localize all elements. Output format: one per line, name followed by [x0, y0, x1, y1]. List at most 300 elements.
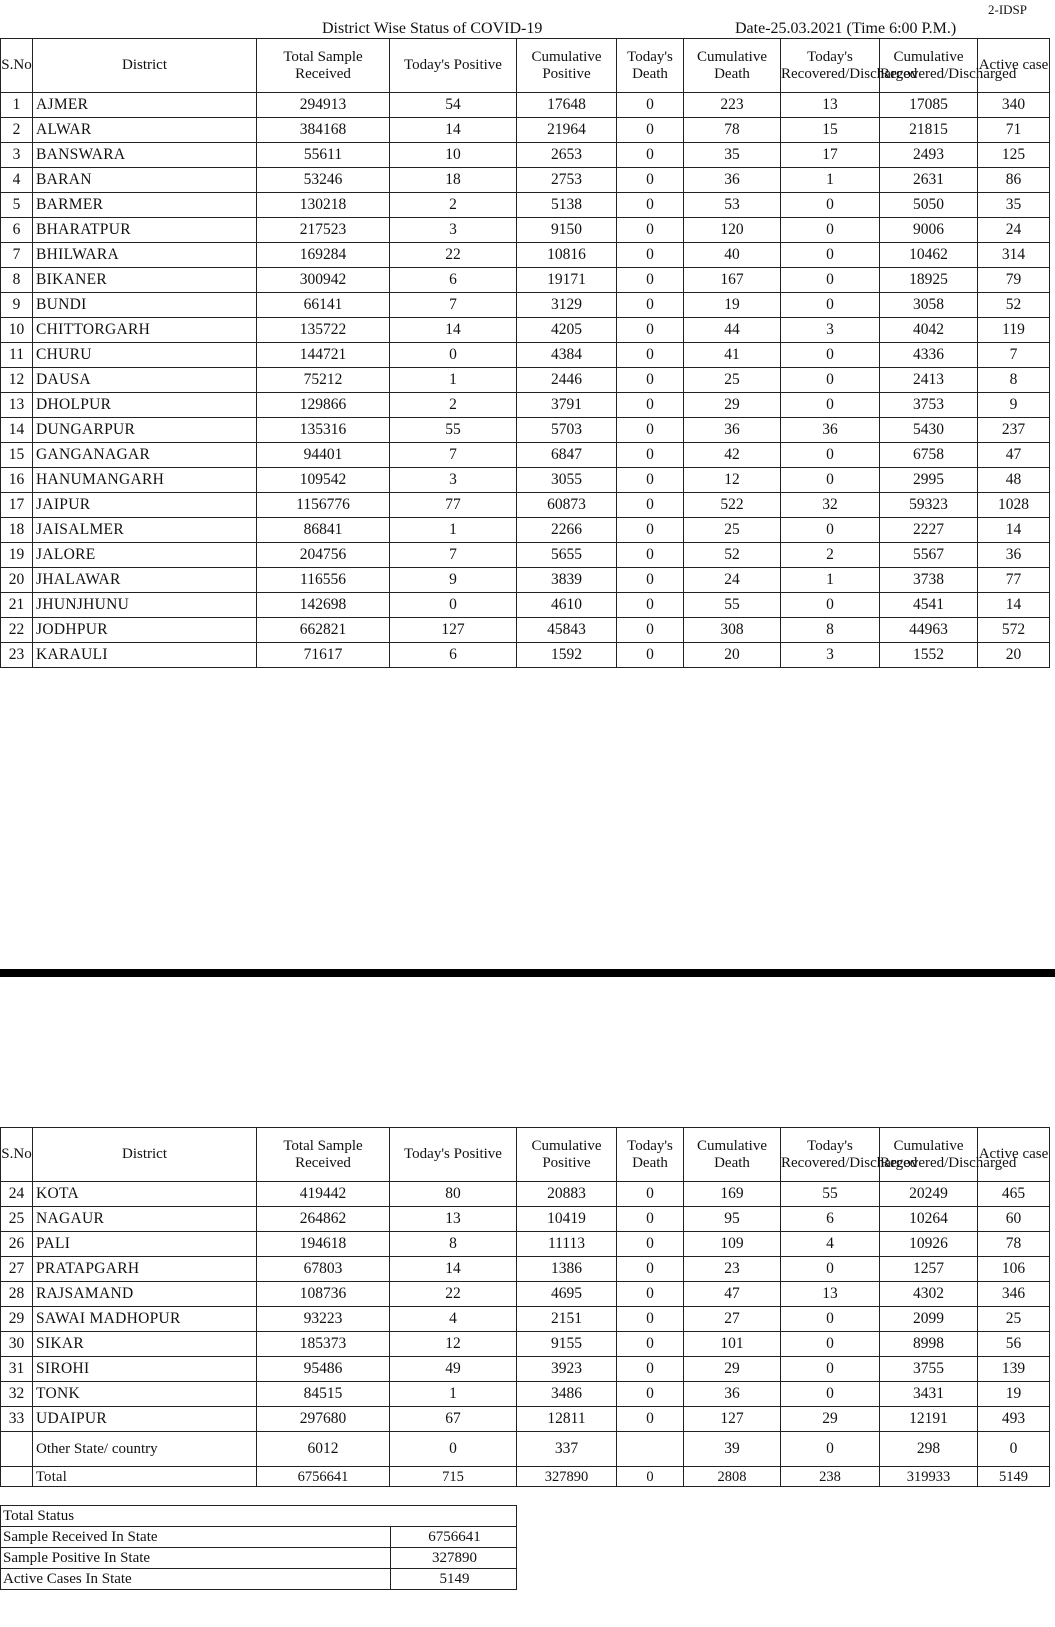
cell-active-case: 237: [978, 418, 1050, 443]
cell-total-sample: 169284: [257, 243, 390, 268]
cell-todays-recovered: 13: [781, 93, 880, 118]
cell-total-sample: 94401: [257, 443, 390, 468]
cell-total-sample: 135316: [257, 418, 390, 443]
table-row: [1, 1382, 1050, 1407]
cell-district: SIKAR: [33, 1332, 257, 1357]
cell-todays-positive: 67: [390, 1407, 517, 1432]
cell-active-case: 119: [978, 318, 1050, 343]
table-row: [1, 1257, 1050, 1282]
cell-todays-death: 0: [617, 1232, 684, 1257]
cell-cumulative-positive: 5138: [517, 193, 617, 218]
cell-todays-death: 0: [617, 1332, 684, 1357]
cell-total-sample: 95486: [257, 1357, 390, 1382]
cell-total-sample: 71617: [257, 643, 390, 668]
cell-total-sample: 93223: [257, 1307, 390, 1332]
cell-todays-recovered: 36: [781, 418, 880, 443]
cell-todays-death: 0: [617, 1207, 684, 1232]
cell-todays-recovered: 13: [781, 1282, 880, 1307]
cell-todays-death: 0: [617, 393, 684, 418]
cell-cumulative-death: 39: [684, 1432, 781, 1467]
cell-cumulative-death: 35: [684, 143, 781, 168]
cell-active-case: 493: [978, 1407, 1050, 1432]
header-district: District: [33, 1128, 257, 1182]
cell-district: PRATAPGARH: [33, 1257, 257, 1282]
cell-sno: 24: [1, 1182, 33, 1207]
cell-cumulative-recovered: 8998: [880, 1332, 978, 1357]
cell-cumulative-positive: 9150: [517, 218, 617, 243]
cell-sno: 27: [1, 1257, 33, 1282]
cell-todays-death: 0: [617, 1407, 684, 1432]
table-row: [1, 218, 1050, 243]
cell-cumulative-death: 20: [684, 643, 781, 668]
cell-total-sample: 300942: [257, 268, 390, 293]
cell-cumulative-recovered: 319933: [880, 1467, 978, 1487]
cell-todays-recovered: 0: [781, 1357, 880, 1382]
header-cumulative-death: Cumulative Death: [684, 39, 781, 93]
cell-total-sample: 66141: [257, 293, 390, 318]
cell-cumulative-death: 27: [684, 1307, 781, 1332]
cell-total-sample: 384168: [257, 118, 390, 143]
cell-cumulative-positive: 11113: [517, 1232, 617, 1257]
cell-cumulative-recovered: 4541: [880, 593, 978, 618]
cell-cumulative-recovered: 3755: [880, 1357, 978, 1382]
cell-cumulative-positive: 327890: [517, 1467, 617, 1487]
cell-sno: 17: [1, 493, 33, 518]
cell-cumulative-recovered: 2995: [880, 468, 978, 493]
cell-cumulative-positive: 2653: [517, 143, 617, 168]
cell-cumulative-recovered: 2493: [880, 143, 978, 168]
cell-cumulative-recovered: 10264: [880, 1207, 978, 1232]
cell-cumulative-positive: 1386: [517, 1257, 617, 1282]
cell-sno: 11: [1, 343, 33, 368]
cell-cumulative-positive: 337: [517, 1432, 617, 1467]
table-row: [1, 93, 1050, 118]
cell-active-case: 25: [978, 1307, 1050, 1332]
cell-district: JHUNJHUNU: [33, 593, 257, 618]
cell-sno: 29: [1, 1307, 33, 1332]
cell-cumulative-positive: 4205: [517, 318, 617, 343]
cell-total-sample: 144721: [257, 343, 390, 368]
table-row: [1, 618, 1050, 643]
cell-cumulative-positive: 19171: [517, 268, 617, 293]
cell-cumulative-death: 29: [684, 393, 781, 418]
cell-total-sample: 217523: [257, 218, 390, 243]
cell-district: DHOLPUR: [33, 393, 257, 418]
cell-cumulative-positive: 4384: [517, 343, 617, 368]
cell-sno: 32: [1, 1382, 33, 1407]
table-row: [1, 293, 1050, 318]
cell-district: BARAN: [33, 168, 257, 193]
header-total-sample: Total Sample Received: [257, 1128, 390, 1182]
cell-todays-positive: 49: [390, 1357, 517, 1382]
cell-todays-death: 0: [617, 118, 684, 143]
cell-todays-death: 0: [617, 1382, 684, 1407]
cell-active-case: 572: [978, 618, 1050, 643]
cell-active-case: 1028: [978, 493, 1050, 518]
cell-cumulative-recovered: 21815: [880, 118, 978, 143]
cell-active-case: 125: [978, 143, 1050, 168]
cell-total-sample: 6012: [257, 1432, 390, 1467]
cell-todays-death: 0: [617, 568, 684, 593]
summary-value: 5149: [391, 1569, 517, 1590]
cell-active-case: 60: [978, 1207, 1050, 1232]
header-active-case: Active case: [978, 1128, 1050, 1182]
summary-value: 327890: [391, 1548, 517, 1569]
cell-sno: 14: [1, 418, 33, 443]
cell-todays-death: 0: [617, 193, 684, 218]
page-divider: [0, 969, 1055, 977]
table-row: [1, 593, 1050, 618]
table-row: [1, 1432, 1050, 1467]
cell-active-case: 77: [978, 568, 1050, 593]
cell-todays-positive: 127: [390, 618, 517, 643]
cell-district: BIKANER: [33, 268, 257, 293]
header-cumulative-positive: Cumulative Positive: [517, 39, 617, 93]
header-sno: S.No: [1, 39, 33, 93]
cell-cumulative-death: 40: [684, 243, 781, 268]
cell-todays-positive: 9: [390, 568, 517, 593]
cell-todays-positive: 13: [390, 1207, 517, 1232]
report-date-time: Date-25.03.2021 (Time 6:00 P.M.): [735, 20, 957, 37]
cell-todays-positive: 8: [390, 1232, 517, 1257]
cell-cumulative-recovered: 4042: [880, 318, 978, 343]
table-row: [1, 568, 1050, 593]
cell-todays-death: 0: [617, 418, 684, 443]
cell-active-case: 14: [978, 518, 1050, 543]
cell-sno: 21: [1, 593, 33, 618]
cell-todays-death: 0: [617, 218, 684, 243]
cell-cumulative-recovered: 44963: [880, 618, 978, 643]
table-row: [1, 268, 1050, 293]
cell-todays-death: 0: [617, 1467, 684, 1487]
cell-district: JHALAWAR: [33, 568, 257, 593]
summary-label: Sample Received In State: [1, 1527, 391, 1548]
cell-cumulative-death: 120: [684, 218, 781, 243]
cell-total-sample: 53246: [257, 168, 390, 193]
cell-district: BUNDI: [33, 293, 257, 318]
cell-sno: 30: [1, 1332, 33, 1357]
header-district: District: [33, 39, 257, 93]
cell-todays-death: 0: [617, 443, 684, 468]
cell-district: JODHPUR: [33, 618, 257, 643]
cell-cumulative-positive: 20883: [517, 1182, 617, 1207]
header-active-case: Active case: [978, 39, 1050, 93]
cell-total-sample: 419442: [257, 1182, 390, 1207]
table-row: [1, 368, 1050, 393]
cell-cumulative-death: 101: [684, 1332, 781, 1357]
cell-todays-recovered: 3: [781, 643, 880, 668]
cell-active-case: 24: [978, 218, 1050, 243]
cell-cumulative-death: 223: [684, 93, 781, 118]
table-row: [1, 118, 1050, 143]
cell-todays-positive: 54: [390, 93, 517, 118]
cell-todays-recovered: 55: [781, 1182, 880, 1207]
cell-todays-death: 0: [617, 468, 684, 493]
cell-todays-positive: 6: [390, 643, 517, 668]
cell-active-case: 346: [978, 1282, 1050, 1307]
cell-todays-positive: 6: [390, 268, 517, 293]
cell-todays-death: 0: [617, 243, 684, 268]
cell-cumulative-positive: 17648: [517, 93, 617, 118]
cell-sno: 18: [1, 518, 33, 543]
cell-total-sample: 1156776: [257, 493, 390, 518]
cell-todays-positive: 7: [390, 443, 517, 468]
cell-todays-death: 0: [617, 1307, 684, 1332]
cell-district: BARMER: [33, 193, 257, 218]
cell-todays-positive: 80: [390, 1182, 517, 1207]
cell-district: NAGAUR: [33, 1207, 257, 1232]
cell-total-sample: 294913: [257, 93, 390, 118]
cell-todays-death: 0: [617, 143, 684, 168]
header-todays-death: Today's Death: [617, 1128, 684, 1182]
cell-sno: 33: [1, 1407, 33, 1432]
cell-cumulative-positive: 9155: [517, 1332, 617, 1357]
cell-todays-recovered: 238: [781, 1467, 880, 1487]
cell-todays-positive: 2: [390, 193, 517, 218]
cell-cumulative-positive: 4695: [517, 1282, 617, 1307]
cell-cumulative-death: 47: [684, 1282, 781, 1307]
cell-district: HANUMANGARH: [33, 468, 257, 493]
cell-total-sample: 67803: [257, 1257, 390, 1282]
table-row: [1, 1182, 1050, 1207]
cell-cumulative-positive: 10816: [517, 243, 617, 268]
cell-sno: 13: [1, 393, 33, 418]
table-row: [1, 468, 1050, 493]
cell-sno: 5: [1, 193, 33, 218]
cell-active-case: 340: [978, 93, 1050, 118]
cell-cumulative-recovered: 59323: [880, 493, 978, 518]
cell-sno: 19: [1, 543, 33, 568]
cell-cumulative-recovered: 18925: [880, 268, 978, 293]
cell-district: UDAIPUR: [33, 1407, 257, 1432]
cell-active-case: 14: [978, 593, 1050, 618]
cell-todays-death: 0: [617, 1282, 684, 1307]
cell-todays-positive: 1: [390, 518, 517, 543]
cell-active-case: 71: [978, 118, 1050, 143]
table-row: [1, 443, 1050, 468]
cell-todays-positive: 4: [390, 1307, 517, 1332]
cell-active-case: 9: [978, 393, 1050, 418]
cell-cumulative-recovered: 10926: [880, 1232, 978, 1257]
cell-todays-positive: 0: [390, 1432, 517, 1467]
cell-cumulative-recovered: 1257: [880, 1257, 978, 1282]
cell-total-sample: 264862: [257, 1207, 390, 1232]
cell-sno: 4: [1, 168, 33, 193]
table-row: [1, 418, 1050, 443]
cell-cumulative-death: 25: [684, 368, 781, 393]
table-row: [1, 343, 1050, 368]
cell-cumulative-death: 36: [684, 168, 781, 193]
cell-cumulative-death: 78: [684, 118, 781, 143]
cell-cumulative-death: 522: [684, 493, 781, 518]
cell-cumulative-positive: 2446: [517, 368, 617, 393]
cell-sno: 7: [1, 243, 33, 268]
cell-active-case: 106: [978, 1257, 1050, 1282]
cell-sno: [1, 1432, 33, 1467]
cell-todays-positive: 1: [390, 1382, 517, 1407]
cell-total-sample: 130218: [257, 193, 390, 218]
cell-total-sample: 129866: [257, 393, 390, 418]
cell-active-case: 465: [978, 1182, 1050, 1207]
cell-district: TONK: [33, 1382, 257, 1407]
cell-total-sample: 142698: [257, 593, 390, 618]
cell-todays-recovered: 32: [781, 493, 880, 518]
cell-sno: 15: [1, 443, 33, 468]
cell-todays-recovered: 29: [781, 1407, 880, 1432]
cell-todays-positive: 77: [390, 493, 517, 518]
cell-cumulative-death: 12: [684, 468, 781, 493]
cell-sno: 8: [1, 268, 33, 293]
cell-todays-death: 0: [617, 1357, 684, 1382]
cell-district: BHILWARA: [33, 243, 257, 268]
cell-todays-recovered: 0: [781, 268, 880, 293]
cell-todays-recovered: 0: [781, 593, 880, 618]
cell-cumulative-death: 44: [684, 318, 781, 343]
cell-todays-positive: 14: [390, 118, 517, 143]
cell-district: KOTA: [33, 1182, 257, 1207]
cell-cumulative-recovered: 3753: [880, 393, 978, 418]
cell-sno: 9: [1, 293, 33, 318]
cell-district: SAWAI MADHOPUR: [33, 1307, 257, 1332]
cell-cumulative-death: 23: [684, 1257, 781, 1282]
table-row: [1, 168, 1050, 193]
cell-cumulative-death: 95: [684, 1207, 781, 1232]
cell-cumulative-positive: 5655: [517, 543, 617, 568]
cell-cumulative-positive: 12811: [517, 1407, 617, 1432]
cell-active-case: 314: [978, 243, 1050, 268]
cell-todays-recovered: 0: [781, 1257, 880, 1282]
cell-cumulative-death: 29: [684, 1357, 781, 1382]
table-row: [1, 493, 1050, 518]
cell-cumulative-death: 36: [684, 418, 781, 443]
cell-cumulative-recovered: 2227: [880, 518, 978, 543]
cell-cumulative-positive: 3923: [517, 1357, 617, 1382]
cell-todays-positive: 12: [390, 1332, 517, 1357]
cell-cumulative-positive: 2151: [517, 1307, 617, 1332]
cell-cumulative-positive: 6847: [517, 443, 617, 468]
header-cumulative-recovered: Cumulative Recovered/Discharged: [880, 1128, 978, 1182]
table-row: [1, 1207, 1050, 1232]
cell-todays-positive: 22: [390, 243, 517, 268]
cell-active-case: 139: [978, 1357, 1050, 1382]
summary-label: Sample Positive In State: [1, 1548, 391, 1569]
cell-todays-recovered: 0: [781, 343, 880, 368]
cell-todays-death: 0: [617, 593, 684, 618]
cell-sno: 28: [1, 1282, 33, 1307]
cell-todays-recovered: 0: [781, 1332, 880, 1357]
cell-sno: 23: [1, 643, 33, 668]
table-row: [1, 1307, 1050, 1332]
cell-cumulative-recovered: 4336: [880, 343, 978, 368]
cell-todays-death: 0: [617, 318, 684, 343]
cell-sno: 12: [1, 368, 33, 393]
cell-todays-death: 0: [617, 368, 684, 393]
cell-todays-positive: 22: [390, 1282, 517, 1307]
summary-label: Active Cases In State: [1, 1569, 391, 1590]
district-table-top: [0, 38, 1050, 668]
cell-todays-recovered: 2: [781, 543, 880, 568]
table-row: [1, 1357, 1050, 1382]
cell-cumulative-death: 52: [684, 543, 781, 568]
cell-cumulative-recovered: 10462: [880, 243, 978, 268]
table-row: [1, 243, 1050, 268]
cell-cumulative-positive: 5703: [517, 418, 617, 443]
cell-active-case: 36: [978, 543, 1050, 568]
cell-todays-recovered: 1: [781, 168, 880, 193]
cell-active-case: 52: [978, 293, 1050, 318]
header-todays-recovered: Today's Recovered/Discharged: [781, 39, 880, 93]
header-total-sample: Total Sample Received: [257, 39, 390, 93]
cell-cumulative-death: 36: [684, 1382, 781, 1407]
cell-todays-recovered: 0: [781, 293, 880, 318]
cell-sno: 3: [1, 143, 33, 168]
cell-cumulative-recovered: 3738: [880, 568, 978, 593]
cell-total-sample: 116556: [257, 568, 390, 593]
table-row: [1, 518, 1050, 543]
cell-cumulative-recovered: 3058: [880, 293, 978, 318]
cell-district: JALORE: [33, 543, 257, 568]
cell-total-sample: 297680: [257, 1407, 390, 1432]
cell-todays-positive: 14: [390, 1257, 517, 1282]
cell-todays-recovered: 6: [781, 1207, 880, 1232]
cell-total-sample: 86841: [257, 518, 390, 543]
cell-district: Total: [33, 1467, 257, 1487]
cell-todays-positive: 3: [390, 468, 517, 493]
cell-cumulative-recovered: 298: [880, 1432, 978, 1467]
cell-sno: 1: [1, 93, 33, 118]
cell-cumulative-recovered: 5050: [880, 193, 978, 218]
cell-todays-recovered: 0: [781, 1307, 880, 1332]
cell-todays-positive: 3: [390, 218, 517, 243]
cell-total-sample: 135722: [257, 318, 390, 343]
cell-cumulative-recovered: 2099: [880, 1307, 978, 1332]
cell-todays-positive: 7: [390, 293, 517, 318]
cell-district: GANGANAGAR: [33, 443, 257, 468]
cell-active-case: 20: [978, 643, 1050, 668]
cell-todays-positive: 1: [390, 368, 517, 393]
cell-cumulative-death: 24: [684, 568, 781, 593]
cell-todays-death: 0: [617, 268, 684, 293]
cell-todays-recovered: 0: [781, 518, 880, 543]
cell-cumulative-recovered: 5567: [880, 543, 978, 568]
cell-todays-death: 0: [617, 1257, 684, 1282]
cell-district: Other State/ country: [33, 1432, 257, 1467]
cell-active-case: 0: [978, 1432, 1050, 1467]
cell-district: CHURU: [33, 343, 257, 368]
cell-district: JAISALMER: [33, 518, 257, 543]
cell-todays-death: 0: [617, 618, 684, 643]
total-status-table: [0, 1505, 517, 1590]
cell-todays-death: 0: [617, 643, 684, 668]
cell-todays-death: 0: [617, 543, 684, 568]
cell-total-sample: 108736: [257, 1282, 390, 1307]
cell-todays-recovered: 15: [781, 118, 880, 143]
table-row: [1, 393, 1050, 418]
cell-cumulative-positive: 21964: [517, 118, 617, 143]
cell-active-case: 78: [978, 1232, 1050, 1257]
cell-sno: 31: [1, 1357, 33, 1382]
header-sno: S.No: [1, 1128, 33, 1182]
cell-todays-death: 0: [617, 168, 684, 193]
cell-cumulative-recovered: 4302: [880, 1282, 978, 1307]
cell-cumulative-positive: 1592: [517, 643, 617, 668]
cell-todays-death: 0: [617, 343, 684, 368]
cell-total-sample: 6756641: [257, 1467, 390, 1487]
page-title: District Wise Status of COVID-19: [322, 20, 543, 37]
cell-todays-recovered: 8: [781, 618, 880, 643]
cell-cumulative-death: 53: [684, 193, 781, 218]
cell-todays-recovered: 0: [781, 1432, 880, 1467]
